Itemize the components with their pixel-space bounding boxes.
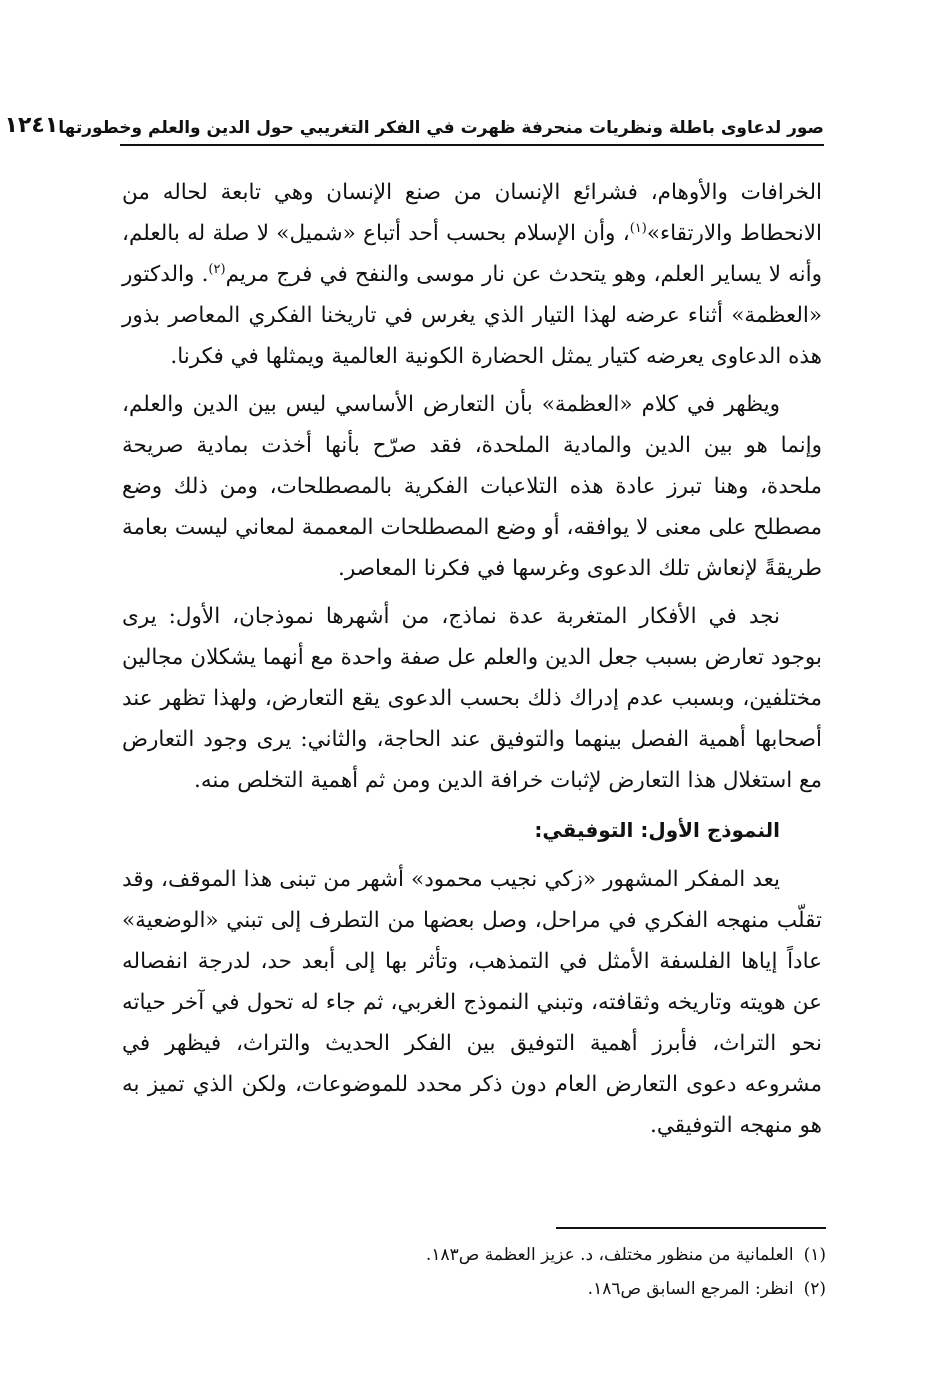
paragraph-1-part-b: ، وأن الإسلام بحسب أحد أتباع «شميل» لا صلة له بالعلم، وأنه لا يساير العلم، وهو يتحدث عن نار موسى والنفح في فرج مريم — [122, 221, 823, 287]
paragraph-1-part-a: الخرافات والأوهام، فشرائع الإنسان من صنع الإنسان وهي تابعة لحاله من الانحطاط والارتقاء» — [122, 180, 822, 246]
footnote-ref-2: (٢) — [208, 261, 226, 277]
footnote-1 — [122, 1238, 826, 1272]
footnote-number: (١) — [803, 1245, 826, 1265]
footnote-2 — [122, 1272, 826, 1306]
page-body — [122, 172, 822, 1153]
footnote-ref-1: (١) — [629, 220, 647, 236]
paragraph-3: نجد في الأفكار المتغربة عدة نماذج، من أشهرها نموذجان، الأول: يرى بوجود تعارض بسبب جعل الدين والعلم عل صفة واحدة مع أنهما يشكلان مجالين مختلفين، وبسبب عدم إدراك ذلك بحسب الدعوى يقع التعارض، ولهذا تظهر عند أصحابها أهمية الفصل بينهما والتوفيق عند الحاجة، والثاني: يرى وجود التعارض مع استغلال هذا التعارض لإثبات خرافة الدين ومن ثم أهمية التخلص منه. — [122, 604, 822, 793]
page-number: ١٢٤١ — [4, 113, 59, 138]
paragraph-1 — [122, 172, 822, 377]
footnote-text: العلمانية من منظور مختلف، د. عزيز العظمة ص١٨٣. — [425, 1245, 794, 1265]
running-header — [4, 106, 824, 146]
footnote-number: (٢) — [803, 1279, 826, 1299]
footnotes — [122, 1238, 826, 1306]
paragraph-4: يعد المفكر المشهور «زكي نجيب محمود» أشهر من تبنى هذا الموقف، وقد تقلّب منهجه الفكري في مراحل، وصل بعضها من التطرف إلى تبني «الوضعية» عاداً إياها الفلسفة الأمثل في التمذهب، وتأثر بها إلى أبعد حد، لدرجة انفصاله عن هويته وتاريخه وثقافته، وتبني النموذج الغربي، ثم جاء له تحول في آخر حياته نحو التراث، فأبرز أهمية التوفيق بين الفكر الحديث والتراث، فيظهر في مشروعه دعوى التعارض العام دون ذكر محدد للموضوعات، ولكن الذي تميز به هو منهجه التوفيقي. — [122, 867, 822, 1138]
header-title: صور لدعاوى باطلة ونظريات منحرفة ظهرت في الفكر التغريبي حول الدين والعلم وخطورتها — [58, 118, 824, 138]
paragraph-2: ويظهر في كلام «العظمة» بأن التعارض الأساسي ليس بين الدين والعلم، وإنما هو بين الدين والمادية الملحدة، فقد صرّح بأنها أخذت بمادية صريحة ملحدة، وهنا تبرز عادة هذه التلاعبات الفكرية بالمصطلحات، ومن ذلك وضع مصطلح على معنى لا يوافقه، أو وضع المصطلحات المعممة لمعاني ليست بعامة طريقةً لإنعاش تلك الدعوى وغرسها في فكرنا المعاصر. — [122, 392, 822, 581]
footnote-text: انظر: المرجع السابق ص١٨٦. — [587, 1279, 794, 1299]
footnote-divider — [556, 1227, 826, 1229]
section-subheading: النموذج الأول: التوفيقي: — [534, 818, 780, 842]
paragraph-1-part-c: . والدكتور «العظمة» أثناء عرضه لهذا التيار الذي يغرس في تاريخنا الفكري المعاصر بذور هذه الدعاوى يعرضه كتيار يمثل الحضارة الكونية العالمية ويمثلها في فكرنا. — [122, 262, 822, 369]
